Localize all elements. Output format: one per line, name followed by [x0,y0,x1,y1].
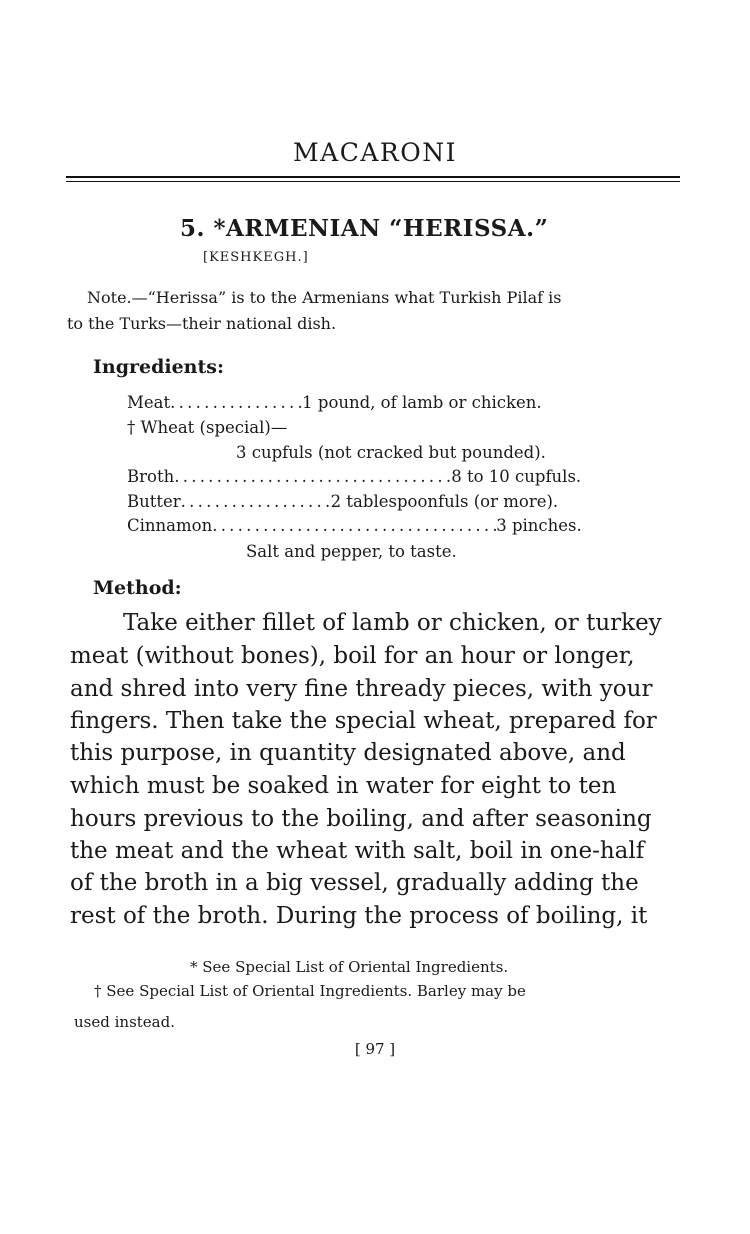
ingredient-row-wheat-amount [236,443,546,462]
ingredient-amount: Salt and pepper, to taste. [246,542,457,561]
method-line: Take either fillet of lamb or chicken, or turkey [123,610,662,636]
dot-leader [212,516,496,535]
ingredient-row-seasoning [246,542,457,561]
ingredient-row-cinnamon [127,516,582,535]
ingredient-amount: 3 cupfuls (not cracked but pounded). [236,443,546,462]
ingredient-amount: 2 tablespoonfuls (or more). [330,492,559,511]
method-line: of the broth in a big vessel, gradually adding the [70,870,639,896]
method-line: and shred into very fine thready pieces, with your [70,676,653,702]
method-line: the meat and the wheat with salt, boil in one-half [70,838,645,864]
recipe-title: 5. *ARMENIAN “HERISSA.” [180,215,549,242]
recipe-subtitle: [KESHKEGH.] [203,250,309,265]
ingredient-amount: 8 to 10 cupfuls. [451,467,582,486]
ingredient-name: Cinnamon [127,516,213,535]
dot-leader [170,393,302,412]
ingredient-name: Broth [127,467,175,486]
footnote-dagger-line-1: † See Special List of Oriental Ingredients. Barley may be [94,982,526,1000]
method-heading: Method: [93,577,182,599]
ingredient-amount: 1 pound, of lamb or chicken. [302,393,542,412]
method-line: fingers. Then take the special wheat, prepared for [70,708,657,734]
ingredients-heading: Ingredients: [93,356,224,378]
ingredient-row-meat [127,393,623,412]
header-rule-thin [66,181,680,182]
note-line-2: to the Turks—their national dish. [67,314,337,333]
running-head: MACARONI [293,138,457,167]
ingredient-name: Butter [127,492,181,511]
ingredient-row-broth [127,467,581,486]
method-line: which must be soaked in water for eight to ten [70,773,617,799]
ingredient-row-wheat [127,418,287,437]
ingredient-amount: 3 pinches. [496,516,582,535]
ingredient-name: † Wheat (special)— [127,418,288,437]
header-rule-thick [66,176,680,178]
page-number: [ 97 ] [354,1040,396,1058]
ingredient-name: Meat [127,393,171,412]
footnote-dagger-line-2: used instead. [74,1013,175,1031]
method-line: this purpose, in quantity designated above, and [70,740,626,766]
method-line: rest of the broth. During the process of boiling, it [70,903,648,929]
method-line: hours previous to the boiling, and after seasoning [70,806,652,832]
ingredient-row-butter [127,492,558,511]
note-line-1: Note.—“Herissa” is to the Armenians what Turkish Pilaf is [87,288,562,307]
method-line: meat (without bones), boil for an hour or longer, [70,643,635,669]
dot-leader [174,467,451,486]
footnote-star: * See Special List of Oriental Ingredients. [190,958,509,976]
dot-leader [181,492,331,511]
